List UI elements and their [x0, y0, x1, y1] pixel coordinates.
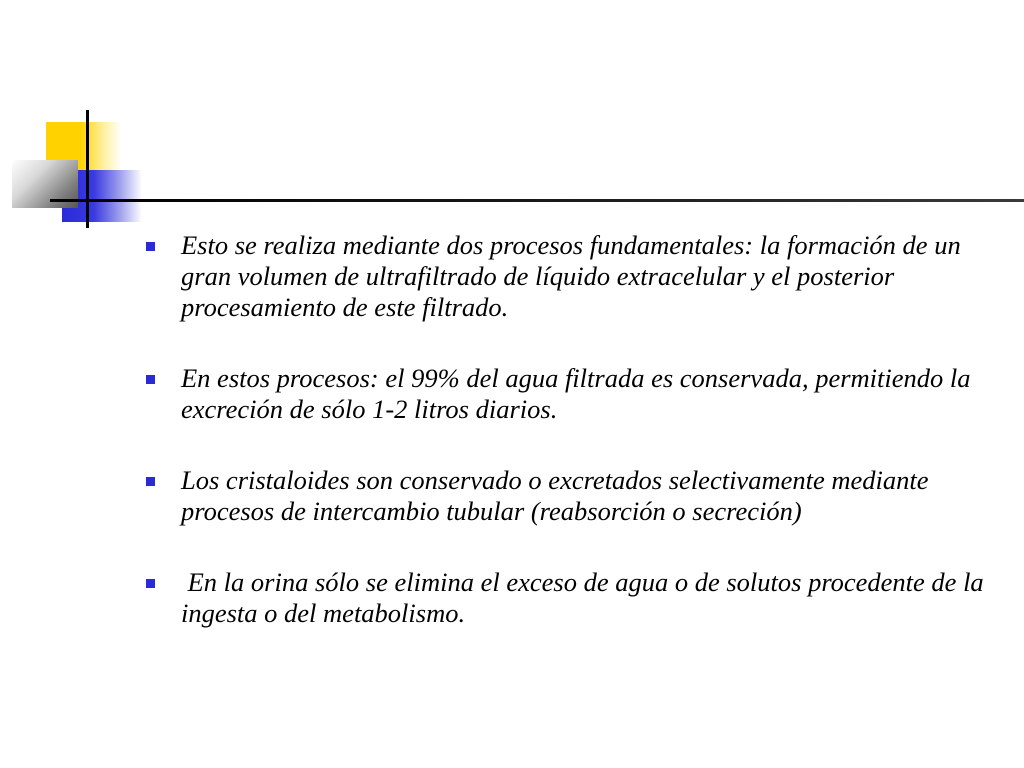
- square-bullet-icon: [146, 242, 155, 251]
- bullet-text: En la orina sólo se elimina el exceso de agua o de solutos procedente de la ingesta o del metabolismo.: [181, 567, 991, 628]
- bullet-text: Los cristaloides son conservado o excretados selectivamente mediante procesos de intercambio tubular (reabsorción o secreción): [181, 465, 929, 526]
- decorative-vertical-line: [86, 110, 89, 228]
- square-bullet-icon: [146, 375, 155, 384]
- bullet-item: [146, 567, 1006, 629]
- bullet-text: En estos procesos: el 99% del agua filtrada es conservada, permitiendo la excreción de sólo 1-2 litros diarios.: [181, 363, 971, 424]
- square-bullet-icon: [146, 477, 155, 486]
- bullet-item: [146, 465, 1006, 527]
- bullet-item: [146, 230, 1006, 323]
- square-bullet-icon: [146, 579, 155, 588]
- bullet-item: [146, 363, 1006, 425]
- bullet-list: [146, 230, 1006, 669]
- title-divider-line: [88, 199, 1024, 202]
- bullet-text: Esto se realiza mediante dos procesos fundamentales: la formación de un gran volumen de ultrafiltrado de líquido extracelular y el posterior procesamiento de este filtrado.: [181, 230, 961, 322]
